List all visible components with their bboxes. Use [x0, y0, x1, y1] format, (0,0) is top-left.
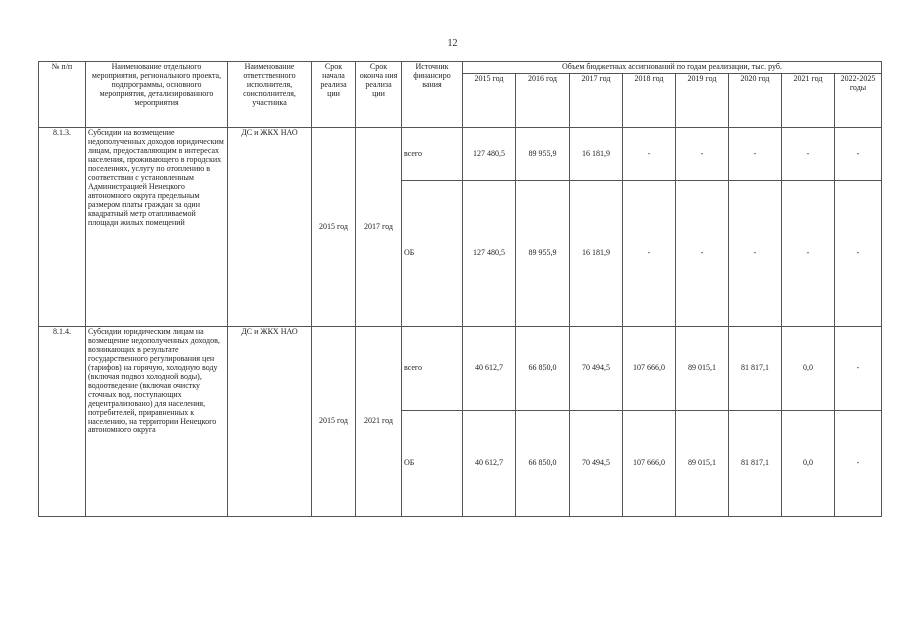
value-cell: 107 666,0	[623, 411, 676, 517]
header-year: 2015 год	[463, 74, 516, 128]
header-responsible: Наименование ответственного исполнителя, соисполнителя, участника	[228, 62, 312, 128]
row-source: всего	[402, 128, 463, 181]
row-end: 2017 год	[356, 128, 402, 327]
value-cell: -	[835, 411, 882, 517]
row-name: Субсидии юридическим лицам на возмещение недополученных доходов, возникающих в результате государственного регулирования цен (тарифов) на горячую, холодную воду (включая подвоз холодной воды), водоотведение (включая очистку сточных вод, поступающих децентрализовано) для населения, потребителей, приравненных к населению, на территории Ненецкого автономного округа	[86, 327, 228, 517]
row-name: Субсидии на возмещение недополученных доходов юридическим лицам, предоставляющим в интересах населения, проживающего в городских поселениях, услугу по отоплению в соответствии с установленным Администрацией Ненецкого автономного округа предельным размером платы граждан за один квадратный метр отапливаемой площади жилых помещений	[86, 128, 228, 327]
row-responsible: ДС и ЖКХ НАО	[228, 327, 312, 517]
value-cell: 16 181,9	[570, 181, 623, 327]
value-cell: -	[835, 327, 882, 411]
header-row	[39, 62, 882, 74]
value-cell: 81 817,1	[729, 411, 782, 517]
value-cell: -	[676, 181, 729, 327]
header-year: 2017 год	[570, 74, 623, 128]
row-responsible: ДС и ЖКХ НАО	[228, 128, 312, 327]
value-cell: 89 955,9	[516, 128, 570, 181]
row-start: 2015 год	[312, 327, 356, 517]
value-cell: 40 612,7	[463, 411, 516, 517]
header-start: Срок начала реализа ции	[312, 62, 356, 128]
row-start: 2015 год	[312, 128, 356, 327]
value-cell: 16 181,9	[570, 128, 623, 181]
row-source: ОБ	[402, 411, 463, 517]
header-source: Источник финансиро вания	[402, 62, 463, 128]
value-cell: 66 850,0	[516, 327, 570, 411]
value-cell: 66 850,0	[516, 411, 570, 517]
value-cell: 89 015,1	[676, 411, 729, 517]
value-cell: 0,0	[782, 411, 835, 517]
value-cell: -	[729, 128, 782, 181]
value-cell: 70 494,5	[570, 327, 623, 411]
value-cell: 40 612,7	[463, 327, 516, 411]
row-num: 8.1.3.	[39, 128, 86, 327]
row-end: 2021 год	[356, 327, 402, 517]
value-cell: 89 955,9	[516, 181, 570, 327]
value-cell: -	[782, 128, 835, 181]
header-num: № п/п	[39, 62, 86, 128]
value-cell: -	[729, 181, 782, 327]
row-num: 8.1.4.	[39, 327, 86, 517]
table-row	[39, 128, 882, 181]
value-cell: -	[676, 128, 729, 181]
header-name: Наименование отдельного мероприятия, регионального проекта, подпрограммы, основного мероприятия, детализированного мероприятия	[86, 62, 228, 128]
value-cell: 0,0	[782, 327, 835, 411]
value-cell: -	[835, 181, 882, 327]
header-year: 2018 год	[623, 74, 676, 128]
header-year: 2019 год	[676, 74, 729, 128]
value-cell: 81 817,1	[729, 327, 782, 411]
value-cell: -	[623, 128, 676, 181]
table-row	[39, 327, 882, 411]
value-cell: 127 480,5	[463, 128, 516, 181]
header-volume: Объем бюджетных ассигнований по годам реализации, тыс. руб.	[463, 62, 882, 74]
value-cell: -	[782, 181, 835, 327]
header-year: 2016 год	[516, 74, 570, 128]
budget-table	[38, 61, 882, 517]
page-number: 12	[447, 38, 458, 49]
value-cell: 107 666,0	[623, 327, 676, 411]
row-source: всего	[402, 327, 463, 411]
value-cell: -	[835, 128, 882, 181]
header-year: 2021 год	[782, 74, 835, 128]
value-cell: 127 480,5	[463, 181, 516, 327]
header-end: Срок оконча ния реализа ции	[356, 62, 402, 128]
value-cell: 70 494,5	[570, 411, 623, 517]
value-cell: 89 015,1	[676, 327, 729, 411]
header-year: 2022-2025 годы	[835, 74, 882, 128]
value-cell: -	[623, 181, 676, 327]
row-source: ОБ	[402, 181, 463, 327]
header-year: 2020 год	[729, 74, 782, 128]
